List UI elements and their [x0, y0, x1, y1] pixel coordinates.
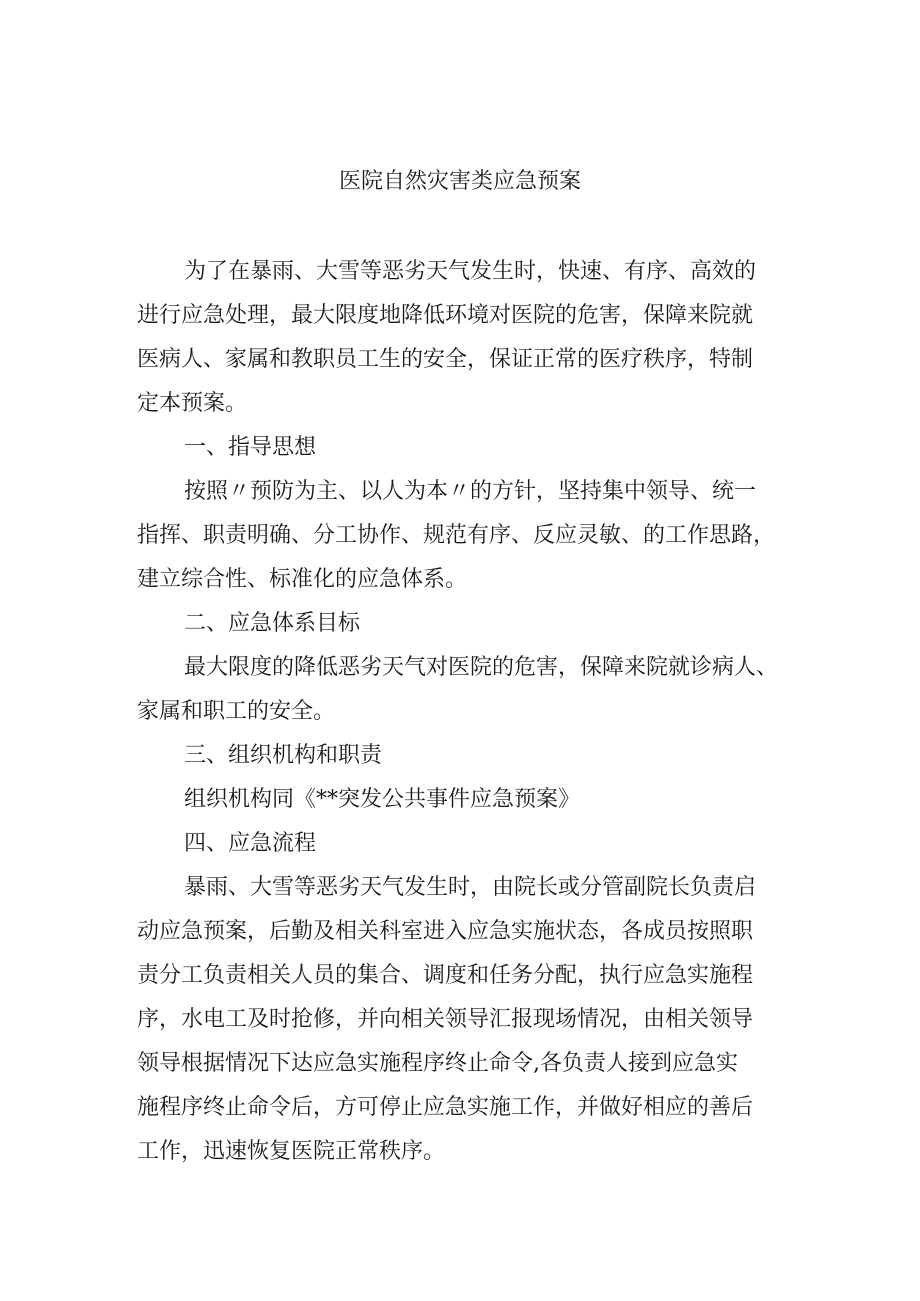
section-heading-system-goal: 二、应急体系目标: [184, 611, 361, 636]
section-4-line: 责分工负责相关人员的集合、调度和任务分配，执行应急实施程: [137, 963, 754, 988]
section-3-line: 组织机构同《**突发公共事件应急预案》: [184, 787, 581, 812]
intro-line: 为了在暴雨、大雪等恶劣天气发生时，快速、有序、高效的: [184, 259, 757, 284]
section-heading-emergency-process: 四、应急流程: [184, 831, 317, 856]
section-4-line: 动应急预案，后勤及相关科室进入应急实施状态，各成员按照职: [137, 919, 754, 944]
section-4-line: 工作，迅速恢复医院正常秩序。: [137, 1139, 446, 1164]
document-title: 医院自然灾害类应急预案: [338, 169, 581, 194]
section-4-line: 领导根据情况下达应急实施程序终止命令,各负责人接到应急实: [137, 1051, 738, 1076]
intro-line: 定本预案。: [137, 391, 248, 416]
section-heading-organization: 三、组织机构和职责: [184, 743, 383, 768]
section-4-line: 施程序终止命令后，方可停止应急实施工作，并做好相应的善后: [137, 1095, 754, 1120]
intro-line: 医病人、家属和教职员工生的安全，保证正常的医疗秩序，特制: [137, 347, 754, 372]
section-4-line: 序，水电工及时抢修，并向相关领导汇报现场情况，由相关领导: [137, 1007, 754, 1032]
section-2-line: 最大限度的降低恶劣天气对医院的危害，保障来院就诊病人、: [184, 655, 779, 680]
intro-line: 进行应急处理，最大限度地降低环境对医院的危害，保障来院就: [137, 303, 754, 328]
document-body: [137, 250, 817, 1174]
section-heading-guiding-thought: 一、指导思想: [184, 435, 317, 460]
section-2-line: 家属和职工的安全。: [137, 699, 336, 724]
section-4-line: 暴雨、大雪等恶劣天气发生时，由院长或分管副院长负责启: [184, 875, 757, 900]
section-1-line: 指挥、职责明确、分工协作、规范有序、反应灵敏、的工作思路，: [137, 523, 776, 548]
section-1-line: 建立综合性、标准化的应急体系。: [137, 567, 468, 592]
section-1-line: 按照〃预防为主、以人为本〃的方针，坚持集中领导、统一: [184, 479, 757, 504]
